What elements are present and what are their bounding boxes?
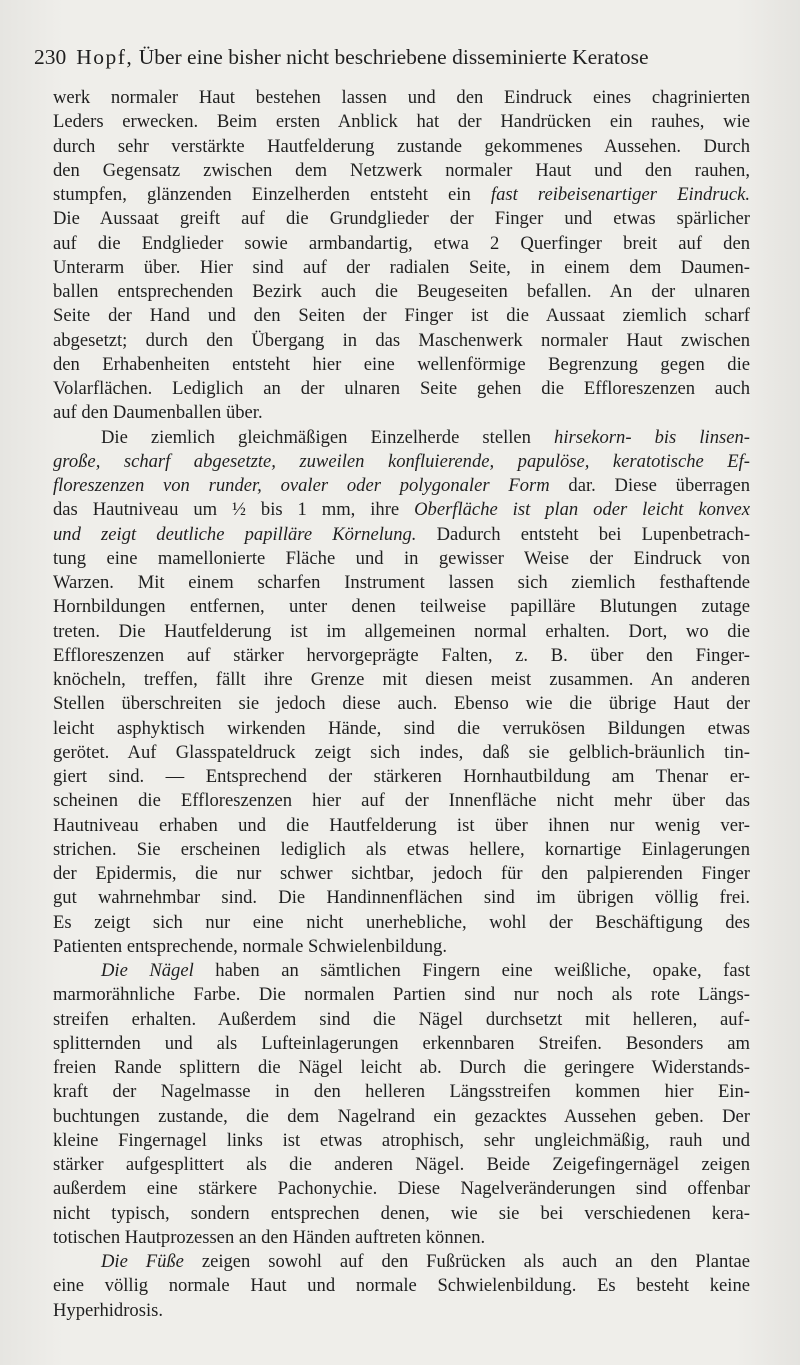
text-line [53, 1202, 750, 1226]
header-title: Über eine bisher nicht beschriebene disseminierte Keratose [138, 45, 649, 69]
text-line [53, 886, 750, 910]
text-line [53, 207, 750, 231]
text-line [53, 159, 750, 183]
text-segment: durch sehr verstärkte Hautfelderung zustande gekommenes Aussehen. Durch [53, 135, 750, 157]
text-line [53, 1129, 750, 1153]
text-segment: abgesetzt; durch den Übergang in das Maschenwerk normaler Haut zwischen [53, 329, 750, 351]
text-segment: Die Aussaat greift auf die Grundglieder der Finger und etwas spärlicher [53, 208, 750, 230]
text-line [53, 280, 750, 304]
text-line [53, 426, 750, 450]
text-segment: kraft der Nagelmasse in den helleren Längsstreifen kommen hier Ein- [53, 1081, 750, 1103]
emphasized-text: und zeigt deutliche papilläre Körnelung. [53, 523, 417, 545]
text-segment: Hyperhidrosis. [53, 1299, 164, 1321]
text-line [53, 668, 750, 692]
text-segment: stärker aufgesplittert als die anderen Nägel. Beide Zeigefingernägel zeigen [53, 1154, 750, 1175]
text-segment: den Gegensatz zwischen dem Netzwerk normaler Haut und den rauhen, [53, 159, 750, 181]
header-author: Hopf, [76, 45, 134, 69]
text-segment: Es zeigt sich nur eine nicht unerhebliche, wohl der Beschäftigung des [53, 911, 750, 933]
text-line [53, 523, 750, 547]
text-line [53, 741, 750, 765]
text-segment: splitternden und als Lufteinlagerungen erkennbaren Streifen. Besonders am [53, 1032, 750, 1054]
text-segment: Hautniveau erhaben und die Hautfelderung ist über ihnen nur wenig ver- [53, 814, 750, 836]
text-line [53, 1008, 750, 1032]
text-line [53, 110, 750, 134]
text-line [53, 717, 750, 741]
text-line [53, 595, 750, 619]
text-line [53, 765, 750, 789]
text-segment: marmorähnliche Farbe. Die normalen Partien sind nur noch als rote Längs- [53, 984, 750, 1006]
text-segment: Dadurch entsteht bei Lupenbetrach- [416, 523, 751, 545]
text-segment: gerötet. Auf Glasspateldruck zeigt sich indes, daß sie gelblich-bräunlich tin- [53, 741, 750, 763]
text-line [53, 620, 750, 644]
text-line [53, 1274, 750, 1298]
text-segment: Hornbildungen entfernen, unter denen teilweise papilläre Blutungen zutage [53, 596, 750, 618]
text-segment: Warzen. Mit einem scharfen Instrument lassen sich ziemlich festhaftende [53, 572, 750, 593]
text-line [53, 814, 750, 838]
text-segment: dar. Diese überragen [549, 475, 750, 496]
text-line [53, 571, 750, 595]
text-line [53, 1177, 750, 1201]
text-line [53, 838, 750, 862]
text-line [53, 983, 750, 1007]
text-line [53, 1226, 750, 1250]
text-segment: nicht typisch, sondern entsprechen denen, wie sie bei verschiedenen kera- [53, 1202, 750, 1224]
text-line [53, 498, 750, 522]
text-line [53, 862, 750, 886]
text-segment: giert sind. — Entsprechend der stärkeren Hornhautbildung am Thenar er- [53, 766, 750, 787]
text-line [53, 547, 750, 571]
text-line [53, 959, 750, 983]
text-segment: Seite der Hand und den Seiten der Finger ist die Aussaat ziemlich scharf [53, 305, 750, 327]
emphasized-text: floreszenzen von runder, ovaler oder polygonaler Form [53, 475, 550, 496]
text-segment: tung eine mamellonierte Fläche und in gewisser Weise der Eindruck von [53, 547, 750, 569]
text-segment: treten. Die Hautfelderung ist im allgemeinen normal erhalten. Dort, wo die [53, 620, 750, 642]
text-segment: stumpfen, glänzenden Einzelherden entsteht ein [53, 184, 491, 205]
text-segment: auf den Daumenballen über. [53, 402, 263, 424]
text-segment: das Hautniveau um ½ bis 1 mm, ihre [53, 499, 415, 521]
text-line [53, 256, 750, 280]
text-segment: Stellen überschreiten sie jedoch diese auch. Ebenso wie die übrige Haut der [53, 693, 750, 715]
text-line [53, 353, 750, 377]
text-line [53, 1080, 750, 1104]
paragraph [53, 1250, 750, 1323]
paragraph [53, 86, 750, 426]
text-segment: knöcheln, treffen, fällt ihre Grenze mit diesen meist zusammen. An anderen [53, 669, 750, 690]
emphasized-text: fast reibeisenartiger Eindruck. [490, 184, 750, 205]
emphasized-text: Die Füße [101, 1251, 184, 1272]
text-segment: gut wahrnehmbar sind. Die Handinnenflächen sind im übrigen völlig frei. [53, 887, 750, 909]
text-line [53, 789, 750, 813]
text-line [53, 304, 750, 328]
text-line [53, 232, 750, 256]
text-segment: Unterarm über. Hier sind auf der radialen Seite, in einem dem Daumen- [53, 256, 750, 278]
emphasized-text: große, scharf abgesetzte, zuweilen konfluierende, papulöse, keratotische Ef- [53, 450, 750, 472]
text-line [53, 1299, 750, 1323]
body-text [53, 86, 750, 1323]
text-segment: auf die Endglieder sowie armbandartig, etwa 2 Querfinger breit auf den [53, 232, 750, 254]
text-line [53, 1153, 750, 1177]
text-line [53, 1250, 750, 1274]
text-segment: den Erhabenheiten entsteht hier eine wellenförmige Begrenzung gegen die [53, 353, 750, 375]
page-number: 230 [34, 45, 67, 69]
text-segment: kleine Fingernagel links ist etwas atrophisch, sehr ungleichmäßig, rauh und [53, 1129, 750, 1151]
text-line [53, 329, 750, 353]
text-line [53, 377, 750, 401]
emphasized-text: hirsekorn- bis linsen- [554, 426, 750, 448]
emphasized-text: Die Nägel [101, 960, 194, 981]
text-segment: ballen entsprechenden Bezirk auch die Beugeseiten befallen. An der ulnaren [53, 281, 750, 302]
text-line [53, 474, 750, 498]
text-segment: zeigen sowohl auf den Fußrücken als auch an den Plantae [183, 1251, 750, 1272]
text-line [53, 1032, 750, 1056]
text-line [53, 86, 750, 110]
text-line [53, 135, 750, 159]
text-segment: eine völlig normale Haut und normale Schwielenbildung. Es besteht keine [53, 1275, 750, 1297]
text-segment: totischen Hautprozessen an den Händen auftreten können. [53, 1226, 486, 1248]
emphasized-text: Oberfläche ist plan oder leicht konvex [414, 499, 750, 521]
running-head [34, 42, 764, 72]
paragraph [53, 426, 750, 960]
text-segment: haben an sämtlichen Fingern eine weißliche, opake, fast [193, 960, 750, 981]
text-segment: Volarflächen. Lediglich an der ulnaren Seite gehen die Effloreszenzen auch [53, 378, 750, 399]
text-segment: strichen. Sie erscheinen lediglich als etwas hellere, kornartige Einlagerungen [53, 838, 750, 860]
text-segment: Leders erwecken. Beim ersten Anblick hat der Handrücken ein rauhes, wie [53, 111, 750, 133]
text-line [53, 401, 750, 425]
text-segment: der Epidermis, die nur schwer sichtbar, jedoch für den palpierenden Finger [53, 863, 750, 884]
text-line [53, 450, 750, 474]
text-line [53, 935, 750, 959]
text-segment: leicht asphyktisch wirkenden Hände, sind die verrukösen Bildungen etwas [53, 717, 750, 739]
text-segment: Effloreszenzen auf stärker hervorgeprägte Falten, z. B. über den Finger- [53, 644, 750, 666]
text-segment: freien Rande splittern die Nägel leicht ab. Durch die geringere Widerstands- [53, 1057, 750, 1078]
text-segment: werk normaler Haut bestehen lassen und den Eindruck eines chagrinierten [53, 87, 750, 108]
text-segment: außerdem eine stärkere Pachonychie. Diese Nagelveränderungen sind offenbar [53, 1178, 750, 1200]
text-line [53, 911, 750, 935]
text-line [53, 692, 750, 716]
text-segment: streifen erhalten. Außerdem sind die Nägel durchsetzt mit helleren, auf- [53, 1008, 750, 1030]
text-segment: Patienten entsprechende, normale Schwielenbildung. [53, 935, 447, 957]
text-segment: Die ziemlich gleichmäßigen Einzelherde stellen [101, 426, 555, 448]
text-line [53, 1056, 750, 1080]
text-line [53, 1105, 750, 1129]
text-segment: buchtungen zustande, die dem Nagelrand ein gezacktes Aussehen geben. Der [53, 1105, 750, 1127]
text-segment: scheinen die Effloreszenzen hier auf der Innenfläche nicht mehr über das [53, 790, 750, 812]
paragraph [53, 959, 750, 1250]
text-line [53, 183, 750, 207]
text-line [53, 644, 750, 668]
